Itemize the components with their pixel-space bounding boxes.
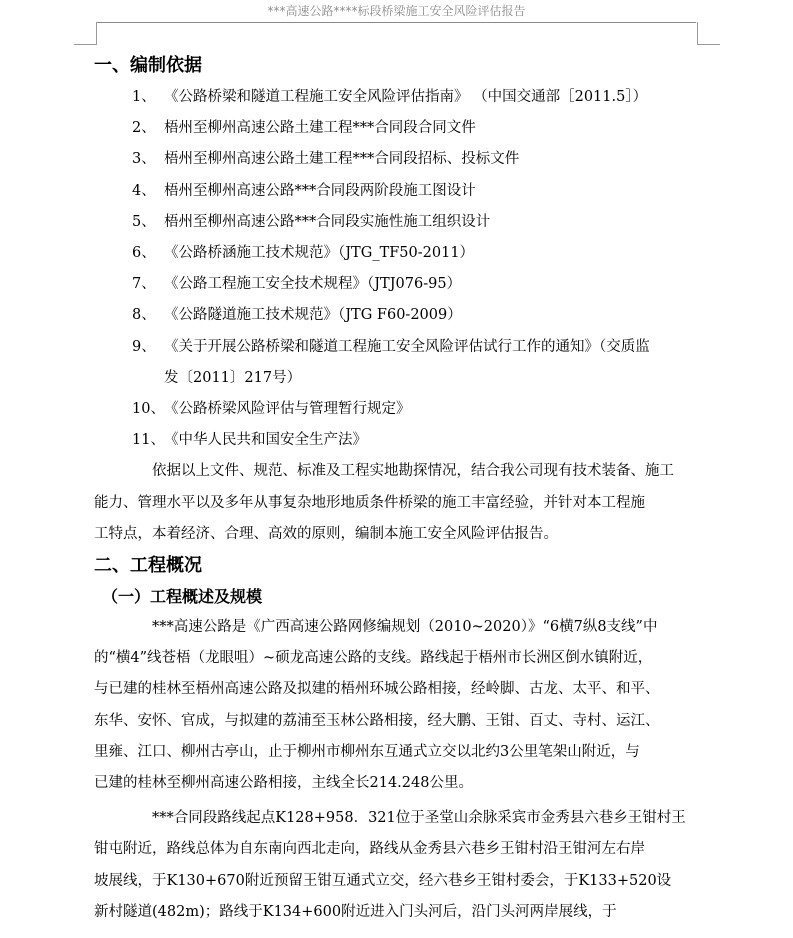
list-item bbox=[94, 269, 704, 300]
paragraph-line: 东华、安怀、官成，与拟建的荔浦至玉林公路相接，经大鹏、王钳、百丈、寺村、运江、 bbox=[94, 712, 660, 729]
list-item-continuation bbox=[94, 363, 704, 394]
paragraph-line: 能力、管理水平以及多年从事复杂地形地质条件桥梁的施工丰富经验，并针对本工程施 bbox=[94, 494, 645, 511]
list-item bbox=[94, 332, 704, 363]
paragraph-line: 的“横4”线苍梧（龙眼咀）~硕龙高速公路的支线。路线起于梧州市长洲区倒水镇附近， bbox=[94, 650, 653, 667]
paragraph-line: 工特点，本着经济、合理、高效的原则，编制本施工安全风险评估报告。 bbox=[94, 525, 558, 542]
paragraph-line: 与已建的桂林至梧州高速公路及拟建的梧州环城公路相接，经岭脚、古龙、太平、和平、 bbox=[94, 681, 660, 698]
list-item-text: 《公路工程施工安全技术规程》（JTJ076-95） bbox=[164, 276, 462, 293]
paragraph-line: 新村隧道(482m)；路线于K134+600附近进入门头河后，沿门头河两岸展线，于 bbox=[94, 903, 617, 920]
list-item-number: 11、 bbox=[132, 432, 165, 449]
list-item bbox=[94, 425, 704, 456]
list-item-text-continued: 发〔2011〕217号） bbox=[164, 369, 302, 386]
paragraph-line: ***合同段路线起点K128+958．321位于圣堂山余脉采宾市金秀县六巷乡王钳村王 bbox=[152, 810, 686, 827]
list-item-number: 5、 bbox=[132, 213, 156, 230]
list-item bbox=[94, 82, 704, 113]
list-item-text: 《关于开展公路桥梁和隧道工程施工安全风险评估试行工作的通知》（交质监 bbox=[164, 338, 650, 355]
list-item bbox=[94, 238, 704, 269]
list-item-text: 梧州至柳州高速公路***合同段实施性施工组织设计 bbox=[164, 213, 491, 230]
subsection-heading: （一）工程概述及规模 bbox=[102, 587, 263, 607]
list-item-number: 3、 bbox=[132, 151, 156, 168]
list-item bbox=[94, 113, 704, 144]
section1-heading: 一、编制依据 bbox=[94, 55, 202, 76]
list-item bbox=[94, 144, 704, 175]
crop-mark-left bbox=[74, 22, 97, 45]
paragraph-line: 依据以上文件、规范、标准及工程实地勘探情况，结合我公司现有技术装备、施工 bbox=[152, 463, 674, 480]
list-item-number: 2、 bbox=[132, 120, 156, 137]
paragraph-line: 已建的桂林至柳州高速公路相接，主线全长214.248公里。 bbox=[94, 775, 473, 792]
paragraph-line: 钳屯附近，路线总体为自东南向西北走向，路线从金秀县六巷乡王钳村沿王钳河左右岸 bbox=[94, 841, 645, 858]
list-item-number: 10、 bbox=[132, 401, 165, 418]
list-item bbox=[94, 394, 704, 425]
list-item-text: 《公路桥梁风险评估与管理暂行规定》 bbox=[164, 401, 411, 418]
list-item-number: 7、 bbox=[132, 276, 156, 293]
list-item-number: 4、 bbox=[132, 182, 156, 199]
overview-paragraph bbox=[94, 612, 704, 799]
paragraph-line: 里雍、江口、柳州古亭山，止于柳州市柳州东互通式立交以北约3公里笔架山附近，与 bbox=[94, 743, 640, 760]
basis-paragraph bbox=[94, 456, 704, 550]
list-item-text: 《公路桥涵施工技术规范》（JTG_TF50-2011） bbox=[164, 245, 475, 262]
list-item-number: 9、 bbox=[132, 338, 156, 355]
list-item-text: 梧州至柳州高速公路土建工程***合同段招标、投标文件 bbox=[164, 151, 520, 168]
list-item-text: 梧州至柳州高速公路土建工程***合同段合同文件 bbox=[164, 120, 476, 137]
header-rule bbox=[96, 22, 696, 23]
list-item-number: 1、 bbox=[132, 89, 156, 105]
document-body bbox=[94, 50, 704, 928]
page-header bbox=[0, 0, 793, 22]
list-item-text: 《公路桥梁和隧道工程施工安全风险评估指南》 （中国交通部［2011.5］） bbox=[164, 89, 648, 105]
header-title: ***高速公路****标段桥梁施工安全风险评估报告 bbox=[267, 4, 526, 18]
list-item bbox=[94, 300, 704, 331]
list-item-number: 6、 bbox=[132, 245, 156, 262]
crop-mark-right bbox=[697, 22, 720, 45]
contract-section-paragraph bbox=[94, 803, 704, 928]
list-item-text: 《中华人民共和国安全生产法》 bbox=[164, 432, 367, 449]
list-item bbox=[94, 207, 704, 238]
list-item-text: 《公路隧道施工技术规范》（JTG F60-2009） bbox=[164, 307, 462, 324]
list-item-number: 8、 bbox=[132, 307, 156, 324]
paragraph-line: 坡展线，于K130+670附近预留王钳互通式立交，经六巷乡王钳村委会，于K133+520设 bbox=[94, 872, 672, 889]
list-item-text: 梧州至柳州高速公路***合同段两阶段施工图设计 bbox=[164, 182, 476, 199]
section2-heading: 二、工程概况 bbox=[94, 555, 202, 577]
reference-list bbox=[94, 82, 704, 456]
paragraph-line: ***高速公路是《广西高速公路网修编规划（2010~2020）》“6横7纵8支线”中 bbox=[152, 619, 658, 636]
list-item bbox=[94, 176, 704, 207]
